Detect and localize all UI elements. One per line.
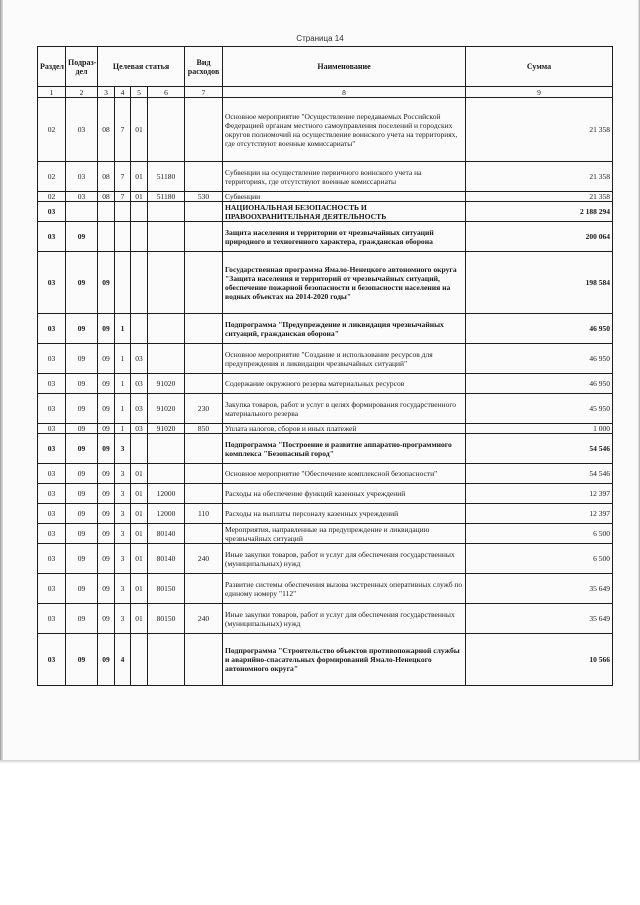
cell-section: 02 [38,98,66,162]
cell-direction: 12000 [148,504,185,524]
cell-program: 09 [98,634,115,686]
cell-expense-type [185,524,223,544]
cell-activity [131,222,148,252]
cell-program: 08 [98,162,115,192]
cell-direction: 91020 [148,424,185,434]
cell-amount: 35 649 [466,574,613,604]
cell-direction: 12000 [148,484,185,504]
cell-activity [131,202,148,222]
cell-subprogram: 3 [115,574,131,604]
cell-section: 03 [38,424,66,434]
column-number: 9 [466,87,613,98]
table-row [38,434,613,464]
table-row [38,222,613,252]
cell-direction [148,314,185,344]
cell-direction: 80150 [148,604,185,634]
table-row [38,634,613,686]
header-section: Раздел [38,47,66,87]
cell-activity [131,252,148,314]
cell-name: Подпрограмма "Строительство объектов противопожарной службы и аварийно-спасательных формирований Ямало-Ненецкого автономного округа" [223,634,466,686]
cell-activity: 01 [131,484,148,504]
cell-section: 03 [38,222,66,252]
cell-activity: 01 [131,544,148,574]
cell-subsection: 09 [66,484,98,504]
cell-section: 03 [38,344,66,374]
cell-section: 02 [38,162,66,192]
cell-activity: 01 [131,604,148,634]
cell-subprogram: 1 [115,424,131,434]
cell-activity: 03 [131,424,148,434]
cell-activity: 03 [131,394,148,424]
cell-amount: 46 950 [466,374,613,394]
cell-amount: 198 584 [466,252,613,314]
column-number: 1 [38,87,66,98]
column-number: 2 [66,87,98,98]
cell-direction [148,202,185,222]
table-row [38,574,613,604]
table-row [38,424,613,434]
cell-subsection: 03 [66,162,98,192]
cell-expense-type [185,222,223,252]
cell-name: Защита населения и территории от чрезвычайных ситуаций природного и техногенного характера, гражданская оборона [223,222,466,252]
cell-program: 09 [98,424,115,434]
scan-edge-bottom [0,760,640,763]
cell-subsection [66,202,98,222]
cell-activity [131,314,148,344]
cell-expense-type [185,434,223,464]
cell-subsection: 09 [66,434,98,464]
cell-name: Подпрограмма "Предупреждение и ликвидация чрезвычайных ситуаций, гражданская оборона" [223,314,466,344]
cell-subsection: 09 [66,314,98,344]
cell-amount: 6 500 [466,544,613,574]
cell-program: 09 [98,544,115,574]
cell-subsection: 09 [66,634,98,686]
cell-program: 09 [98,524,115,544]
cell-direction: 51180 [148,192,185,202]
cell-name: Основное мероприятие "Создание и использование ресурсов для предупреждения и ликвидации чрезвычайных ситуаций" [223,344,466,374]
cell-program: 09 [98,504,115,524]
cell-direction [148,252,185,314]
cell-activity [131,634,148,686]
cell-amount: 45 950 [466,394,613,424]
cell-subprogram: 1 [115,394,131,424]
cell-name: Иные закупки товаров, работ и услуг для обеспечения государственных (муниципальных) нужд [223,604,466,634]
cell-subsection: 09 [66,604,98,634]
cell-name: Основное мероприятие "Обеспечение комплексной безопасности" [223,464,466,484]
cell-section: 03 [38,604,66,634]
cell-amount: 21 358 [466,192,613,202]
cell-amount: 46 950 [466,344,613,374]
cell-subsection: 03 [66,98,98,162]
cell-name: Мероприятия, направленные на предупреждение и ликвидацию чрезвычайных ситуаций [223,524,466,544]
column-number: 6 [148,87,185,98]
cell-subsection: 03 [66,192,98,202]
cell-subsection: 09 [66,344,98,374]
header-subsection: Подраз-дел [66,47,98,87]
cell-subprogram: 3 [115,544,131,574]
column-number: 7 [185,87,223,98]
table-row [38,374,613,394]
column-number: 5 [131,87,148,98]
cell-direction [148,222,185,252]
cell-expense-type [185,344,223,374]
cell-section: 03 [38,374,66,394]
table-row [38,524,613,544]
cell-program: 09 [98,394,115,424]
cell-activity: 01 [131,504,148,524]
cell-name: Государственная программа Ямало-Ненецкого автономного округа "Защита населения и территорий от чрезвычайных ситуаций, обеспечение пожарной безопасности и безопасности населения на водных объектах на 2014-2020 годы" [223,252,466,314]
cell-section: 03 [38,524,66,544]
cell-subsection: 09 [66,394,98,424]
table-row [38,604,613,634]
cell-expense-type [185,314,223,344]
cell-direction [148,464,185,484]
cell-expense-type [185,574,223,604]
cell-section: 03 [38,634,66,686]
cell-program: 09 [98,314,115,344]
cell-program: 09 [98,464,115,484]
cell-name: Содержание окружного резерва материальных ресурсов [223,374,466,394]
cell-subprogram: 3 [115,604,131,634]
cell-amount: 10 566 [466,634,613,686]
cell-section: 03 [38,464,66,484]
cell-amount: 54 546 [466,464,613,484]
cell-activity: 01 [131,574,148,604]
cell-subsection: 09 [66,222,98,252]
cell-amount: 35 649 [466,604,613,634]
header-expense-type: Вид расходов [185,47,223,87]
table-body [38,98,613,686]
table-header-row [38,47,613,87]
scan-edge-left [0,0,3,762]
cell-expense-type [185,634,223,686]
cell-subprogram [115,252,131,314]
cell-subsection: 09 [66,504,98,524]
cell-amount: 21 358 [466,98,613,162]
cell-subprogram: 1 [115,344,131,374]
cell-direction: 80140 [148,544,185,574]
cell-subsection: 09 [66,424,98,434]
cell-activity: 01 [131,192,148,202]
cell-direction [148,98,185,162]
cell-direction: 80140 [148,524,185,544]
table-row [38,192,613,202]
cell-subprogram: 3 [115,504,131,524]
cell-name: Подпрограмма "Построение и развитие аппаратно-программного комплекса "Безопасный город" [223,434,466,464]
cell-name: Расходы на выплаты персоналу казенных учреждений [223,504,466,524]
cell-section: 03 [38,434,66,464]
cell-subsection: 09 [66,374,98,394]
cell-expense-type [185,374,223,394]
cell-expense-type [185,464,223,484]
column-number: 8 [223,87,466,98]
cell-name: Расходы на обеспечение функций казенных учреждений [223,484,466,504]
cell-subsection: 09 [66,464,98,484]
cell-direction: 80150 [148,574,185,604]
table-row [38,98,613,162]
cell-subprogram: 3 [115,464,131,484]
cell-program: 08 [98,192,115,202]
cell-direction [148,344,185,374]
cell-expense-type: 110 [185,504,223,524]
cell-name: Закупка товаров, работ и услуг в целях формирования государственного материального резерва [223,394,466,424]
cell-section: 03 [38,484,66,504]
cell-amount: 6 500 [466,524,613,544]
cell-direction [148,634,185,686]
cell-program: 09 [98,484,115,504]
cell-subprogram: 3 [115,434,131,464]
cell-section: 03 [38,574,66,604]
cell-program: 09 [98,604,115,634]
header-target-item: Целевая статья [98,47,185,87]
cell-name: Развитие системы обеспечения вызова экстренных оперативных служб по единому номеру "112" [223,574,466,604]
cell-expense-type [185,252,223,314]
cell-activity: 01 [131,524,148,544]
cell-subprogram [115,202,131,222]
cell-expense-type: 240 [185,604,223,634]
cell-activity: 01 [131,98,148,162]
cell-activity: 01 [131,464,148,484]
page-label: Страница 14 [296,34,344,43]
cell-section: 03 [38,394,66,424]
cell-section: 03 [38,202,66,222]
cell-activity: 03 [131,374,148,394]
cell-expense-type [185,98,223,162]
column-number-row [38,87,613,98]
cell-subsection: 09 [66,252,98,314]
cell-amount: 12 397 [466,504,613,524]
cell-subprogram: 4 [115,634,131,686]
cell-subprogram: 1 [115,314,131,344]
cell-name: Субвенции на осуществление первичного воинского учета на территориях, где отсутствуют военные комиссариаты [223,162,466,192]
table-row [38,484,613,504]
cell-subprogram [115,222,131,252]
table-row [38,394,613,424]
cell-expense-type [185,484,223,504]
cell-amount: 12 397 [466,484,613,504]
cell-name: НАЦИОНАЛЬНАЯ БЕЗОПАСНОСТЬ И ПРАВООХРАНИТЕЛЬНАЯ ДЕЯТЕЛЬНОСТЬ [223,202,466,222]
cell-subprogram: 3 [115,484,131,504]
cell-expense-type: 530 [185,192,223,202]
table-row [38,464,613,484]
cell-amount: 2 188 294 [466,202,613,222]
cell-name: Уплата налогов, сборов и иных платежей [223,424,466,434]
cell-name: Иные закупки товаров, работ и услуг для обеспечения государственных (муниципальных) нужд [223,544,466,574]
cell-program [98,202,115,222]
table-row [38,504,613,524]
cell-activity: 03 [131,344,148,374]
cell-section: 02 [38,192,66,202]
cell-program: 09 [98,574,115,604]
budget-table [37,46,613,686]
cell-direction: 91020 [148,374,185,394]
cell-expense-type: 230 [185,394,223,424]
cell-subsection: 09 [66,544,98,574]
header-amount: Сумма [466,47,613,87]
cell-subprogram: 3 [115,524,131,544]
cell-amount: 200 064 [466,222,613,252]
cell-program: 09 [98,252,115,314]
cell-program [98,222,115,252]
table-row [38,314,613,344]
cell-expense-type: 850 [185,424,223,434]
header-name: Наименование [223,47,466,87]
cell-subsection: 09 [66,524,98,544]
cell-activity: 01 [131,162,148,192]
cell-name: Основное мероприятие "Осуществление передаваемых Российской Федерацией органам местного самоуправления поселений и городских округов полномочий на осуществление воинского учета на территориях, где отсутствуют военные комиссариаты" [223,98,466,162]
cell-expense-type [185,202,223,222]
cell-subprogram: 1 [115,374,131,394]
cell-section: 03 [38,252,66,314]
column-number: 3 [98,87,115,98]
cell-expense-type [185,162,223,192]
table-row [38,252,613,314]
cell-expense-type: 240 [185,544,223,574]
cell-program: 09 [98,344,115,374]
cell-program: 08 [98,98,115,162]
column-number: 4 [115,87,131,98]
cell-activity [131,434,148,464]
cell-subsection: 09 [66,574,98,604]
cell-name: Субвенции [223,192,466,202]
cell-direction [148,434,185,464]
cell-amount: 21 358 [466,162,613,192]
cell-subprogram: 7 [115,192,131,202]
cell-subprogram: 7 [115,98,131,162]
cell-amount: 46 950 [466,314,613,344]
cell-section: 03 [38,544,66,574]
cell-subprogram: 7 [115,162,131,192]
cell-direction: 91020 [148,394,185,424]
cell-amount: 54 546 [466,434,613,464]
cell-amount: 1 000 [466,424,613,434]
cell-section: 03 [38,504,66,524]
table-row [38,344,613,374]
cell-section: 03 [38,314,66,344]
table-row [38,202,613,222]
cell-direction: 51180 [148,162,185,192]
cell-program: 09 [98,374,115,394]
cell-program: 09 [98,434,115,464]
table-row [38,162,613,192]
table-row [38,544,613,574]
